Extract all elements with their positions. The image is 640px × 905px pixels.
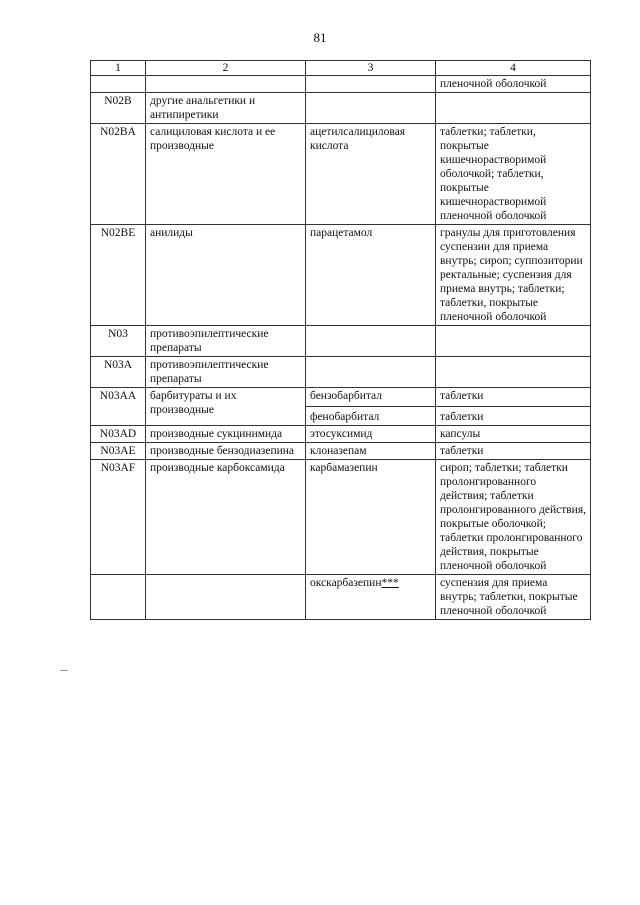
group-cell bbox=[146, 76, 306, 93]
form-text: таблетки bbox=[440, 390, 484, 402]
drug-name: окскарбазепин bbox=[310, 577, 382, 589]
group-cell: салициловая кислота и ее производные bbox=[146, 124, 306, 225]
group-cell bbox=[146, 575, 306, 620]
table-row bbox=[91, 443, 591, 460]
drug-cell: этосуксимид bbox=[306, 426, 436, 443]
group-cell: производные бензодиазепина bbox=[146, 443, 306, 460]
form-cell bbox=[436, 326, 591, 357]
atc-code-cell: N03AF bbox=[91, 460, 146, 575]
form-cell: капсулы bbox=[436, 426, 591, 443]
table-row bbox=[91, 460, 591, 575]
atc-code-cell: N02B bbox=[91, 93, 146, 124]
form-cell bbox=[436, 93, 591, 124]
table-row bbox=[91, 124, 591, 225]
group-cell: противоэпилептические препараты bbox=[146, 357, 306, 388]
drug-cell bbox=[306, 76, 436, 93]
column-header: 4 bbox=[436, 61, 591, 76]
group-cell: анилиды bbox=[146, 225, 306, 326]
group-cell: производные сукцинимида bbox=[146, 426, 306, 443]
table-row bbox=[91, 575, 591, 620]
atc-code-cell bbox=[91, 575, 146, 620]
table-row bbox=[91, 357, 591, 388]
drug-cell: клоназепам bbox=[306, 443, 436, 460]
drug-cell bbox=[306, 357, 436, 388]
table-row bbox=[91, 93, 591, 124]
drug-table bbox=[90, 60, 591, 620]
drug-cell bbox=[306, 93, 436, 124]
drug-cell: парацетамол bbox=[306, 225, 436, 326]
form-cell bbox=[436, 357, 591, 388]
column-header: 3 bbox=[306, 61, 436, 76]
atc-code-cell: N02BA bbox=[91, 124, 146, 225]
form-text: таблетки bbox=[436, 406, 590, 424]
atc-code-cell: N03AE bbox=[91, 443, 146, 460]
form-cell bbox=[436, 388, 591, 426]
atc-code-cell: N03A bbox=[91, 357, 146, 388]
drug-footnote-mark: *** bbox=[381, 577, 399, 589]
column-header: 2 bbox=[146, 61, 306, 76]
table-row bbox=[91, 426, 591, 443]
drug-cell bbox=[306, 575, 436, 620]
drug-cell: карбамазепин bbox=[306, 460, 436, 575]
form-cell: сироп; таблетки; таблетки пролонгированного действия; таблетки пролонгированного действия, покрытые оболочкой; таблетки пролонгированного действия, покрытые пленочной оболочкой bbox=[436, 460, 591, 575]
atc-code-cell: N02BE bbox=[91, 225, 146, 326]
drug-name: фенобарбитал bbox=[306, 406, 435, 424]
column-header: 1 bbox=[91, 61, 146, 76]
drug-name: бензобарбитал bbox=[310, 390, 383, 402]
form-cell: таблетки bbox=[436, 443, 591, 460]
page-number: 81 bbox=[313, 30, 327, 45]
drug-cell: ацетилсалициловая кислота bbox=[306, 124, 436, 225]
drug-cell bbox=[306, 388, 436, 426]
form-cell: суспензия для приема внутрь; таблетки, покрытые пленочной оболочкой bbox=[436, 575, 591, 620]
group-cell: барбитураты и их производные bbox=[146, 388, 306, 426]
table-row bbox=[91, 388, 591, 426]
atc-code-cell bbox=[91, 76, 146, 93]
group-cell: противоэпилептические препараты bbox=[146, 326, 306, 357]
form-cell: гранулы для приготовления суспензии для приема внутрь; сироп; суппозитории ректальные; суспензия для приема внутрь; таблетки; таблетки, покрытые пленочной оболочкой bbox=[436, 225, 591, 326]
margin-mark bbox=[60, 670, 68, 671]
drug-cell bbox=[306, 326, 436, 357]
atc-code-cell: N03AA bbox=[91, 388, 146, 426]
table-row bbox=[91, 326, 591, 357]
group-cell: производные карбоксамида bbox=[146, 460, 306, 575]
atc-code-cell: N03 bbox=[91, 326, 146, 357]
table-row bbox=[91, 225, 591, 326]
form-cell: таблетки; таблетки, покрытые кишечнорастворимой оболочкой; таблетки, покрытые кишечнорастворимой пленочной оболочкой bbox=[436, 124, 591, 225]
form-cell: пленочной оболочкой bbox=[436, 76, 591, 93]
table-header-row bbox=[91, 61, 591, 76]
group-cell: другие анальгетики и антипиретики bbox=[146, 93, 306, 124]
table-row bbox=[91, 76, 591, 93]
atc-code-cell: N03AD bbox=[91, 426, 146, 443]
